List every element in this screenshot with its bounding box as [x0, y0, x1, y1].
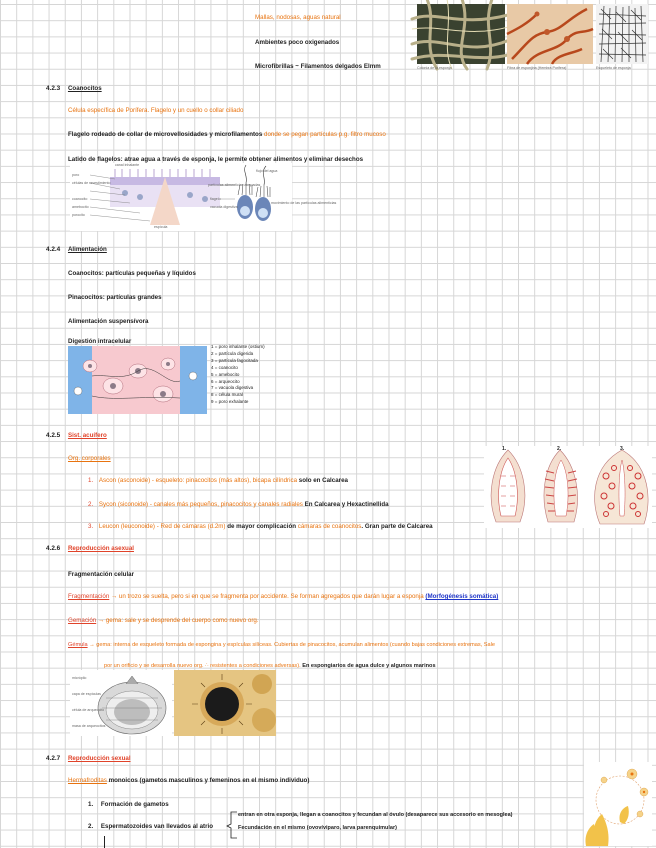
asexual-line-1: Fragmentación celular [68, 571, 135, 578]
diagram-label: poro [72, 173, 80, 177]
desc-end: En espongiarios de agua dulce y algunos marinos [302, 663, 436, 669]
diagram-label: amebocito [72, 205, 89, 209]
gemmule-label: célula de arqueocito [72, 708, 105, 712]
section-4-2-4-heading [46, 246, 107, 254]
legend-item: 7 = vacuola digestiva [211, 385, 254, 391]
diagram-label: flagelo [210, 197, 221, 201]
fig-label-2: 2. [557, 446, 562, 452]
coanocyte-diagram [70, 163, 337, 231]
branch-1: entran en otra esponja, llegan a coanocitos y fecundan al óvulo (desaparece sus accesorio en mesoglea) [238, 812, 513, 818]
desc: → gema: interna de esqueleto formada de espongina y espículas silíceas. Cubiertas de pinacocitos, acumulan alimentos (cuando bajas condiciones extremas, Sale [89, 642, 495, 648]
legend-item: 6 = arqueocito [211, 378, 240, 384]
legend-item: 4 = coanocito [211, 364, 238, 370]
section-title: Sist. acuífero [67, 432, 107, 439]
life-cycle-illustration [584, 762, 652, 846]
diagram-label: coanocito [72, 197, 88, 201]
section-4-2-3-heading [46, 85, 102, 93]
item-desc: - canales más pequeños, pinacocitos y canales radiales [149, 501, 303, 508]
item-number: 2. [88, 823, 94, 830]
item-text: Formación de gametos [100, 801, 169, 808]
digestion-diagram [68, 346, 207, 414]
item-note: En Calcarea y Hexactinellida [304, 501, 389, 508]
gemmule-label: micrópilo [72, 676, 87, 680]
item-text: Espermatozoides van llevados al atrio [100, 823, 214, 830]
sexual-item-2 [88, 823, 213, 831]
desc-cont: por un orificio y se desarrolla nuevo org. ∴ resistentes a condiciones adversas). [104, 663, 301, 669]
desc: → un trozo se suelta, pero si en que se fragmenta por accidente. Se forman agregados que darán lugar a esponja [111, 593, 424, 600]
fragmentacion-line [68, 593, 498, 601]
body-type-leucon [88, 523, 433, 531]
morfogenesis-link[interactable]: (Morfogénesis somática) [425, 593, 499, 600]
sexual-line-1 [68, 777, 309, 785]
alimentacion-line-3: Alimentación suspensívora [68, 318, 149, 325]
section-4-2-6-heading [46, 545, 134, 553]
term: Gemación [68, 617, 97, 624]
item-desc: - Red de cámaras (d.2m) [156, 523, 226, 530]
org-corporales-label: Org. corporales [68, 455, 111, 462]
section-number: 4.2.6 [46, 545, 61, 552]
section-4-2-7-heading [46, 755, 131, 763]
alimentacion-line-2: Pinacocitos: partículas grandes [68, 294, 162, 301]
body-type-ascon [88, 477, 348, 485]
section-number: 4.2.3 [46, 85, 61, 92]
section-4-2-5-heading [46, 432, 107, 440]
item-term: Ascon (asconoide) [98, 477, 151, 484]
term: Hermafroditas [68, 777, 107, 784]
branch-2: Fecundación en el mismo (ovovíviparo, larva parenquimular) [238, 825, 397, 831]
desc: monoicos (gametos masculinos y femeninos en el mismo individuo) [108, 777, 310, 784]
top-line-1: Mallas, nodosas, aguas natural [255, 14, 341, 21]
section-title: Reproducción asexual [67, 545, 134, 552]
legend-item: 3 = partícula fagocitada [211, 357, 258, 363]
margin-line [104, 836, 105, 848]
fig-label-1: 1. [502, 446, 507, 452]
coanocitos-line-2 [68, 131, 386, 139]
spongin-fiber-photo [507, 4, 593, 64]
alimentacion-line-4: Digestión intracelular [68, 338, 132, 345]
coanocitos-line-2b: donde se pegan partículas p.g. filtro mucoso [264, 131, 386, 138]
body-types-illustration [484, 446, 652, 528]
coanocitos-line-2a: Flagelo rodeado de collar de microvellosidades y microfilamentos [68, 131, 263, 138]
sponge-skeleton-drawing [596, 4, 648, 64]
sexual-item-1 [88, 801, 169, 809]
item-term: Leucon (leuconoide) [98, 523, 155, 530]
legend-item: 5 = amebocito [211, 371, 240, 377]
diagram-label: células de revestimiento [72, 181, 111, 185]
item-term: Sycon (siconoide) [98, 501, 149, 508]
section-number: 4.2.5 [46, 432, 61, 439]
diagram-label: vacuola digestiva [210, 205, 238, 209]
gemula-line [68, 641, 495, 649]
legend-item: 9 = poro exhalante [211, 399, 249, 405]
microfibrillas-term: Microfibrillas [255, 63, 294, 70]
section-title: Alimentación [67, 246, 107, 253]
microfibrillas-size: Elmm [363, 63, 381, 70]
alimentacion-line-1: Coanocitos: partículas pequeñas y líquidos [68, 270, 196, 277]
item-number: 1. [88, 477, 94, 484]
digestion-legend [211, 344, 265, 406]
section-title: Reproducción sexual [67, 755, 131, 762]
top-line-3 [255, 63, 381, 71]
gemacion-line [68, 617, 259, 625]
photo-caption-2: Fibra de esponjina (Hembra Porifera) [507, 66, 567, 70]
legend-item: 2 = partícula digerida [211, 350, 254, 356]
body-type-sycon [88, 501, 389, 509]
coanocitos-line-3: Latido de flagelos: atrae agua a través de esponja, le permite obtener alimentos y eliminar desechos [68, 156, 364, 163]
gemula-line-2 [104, 662, 436, 670]
sponge-fiber-photo [417, 4, 505, 64]
term: Gémula [68, 642, 88, 648]
section-number: 4.2.4 [46, 246, 61, 253]
diagram-label: espícula [154, 225, 168, 229]
gemmule-photo [174, 670, 276, 736]
diagram-label: movimiento de las partículas alimenticias [271, 201, 337, 205]
section-number: 4.2.7 [46, 755, 61, 762]
fig-label-3: 3. [620, 446, 625, 452]
diagram-label: porocito [72, 213, 85, 217]
legend-item: 1 = poro inhalante (ostium) [211, 344, 265, 349]
item-term-2: cámaras de coanocitos [297, 523, 362, 530]
microfibrillas-def: ~ Filamentos delgados [295, 63, 363, 70]
diagram-label: partículas alimenticias atrapadas [208, 183, 261, 187]
item-note-2: . Gran parte de Calcarea [361, 523, 433, 530]
diagram-label: canal inhalante [115, 163, 140, 167]
item-desc: - esqueleto: pinacocitos (más altos), bicapa cilíndrica [151, 477, 298, 484]
gemmule-label: capa de espículas [72, 692, 101, 696]
gemmule-label: masa de arqueocitos [72, 724, 106, 728]
diagram-label: flujo del agua [256, 169, 278, 173]
desc: → gema: sale y se desprende del cuerpo como nuevo org. [97, 617, 259, 624]
section-title: Coanocitos [67, 85, 102, 92]
photo-caption-1: Colonia de la esponja [417, 66, 452, 70]
gemmule-diagram [70, 670, 172, 736]
item-number: 1. [88, 801, 94, 808]
coanocitos-line-1: Célula específica de Porífera. Flagelo y un cuello o collar ciliado [68, 107, 244, 114]
item-number: 2. [88, 501, 94, 508]
item-note: solo en Calcarea [298, 477, 348, 484]
photo-caption-3: Esqueleto de esponja [596, 66, 631, 70]
item-note: de mayor complicación [227, 523, 297, 530]
brace-icon [225, 810, 239, 840]
item-number: 3. [88, 523, 94, 530]
term: Fragmentación [68, 593, 110, 600]
legend-item: 8 = célula mural [211, 392, 243, 398]
top-line-2: Ambientes poco oxigenados [255, 39, 340, 46]
